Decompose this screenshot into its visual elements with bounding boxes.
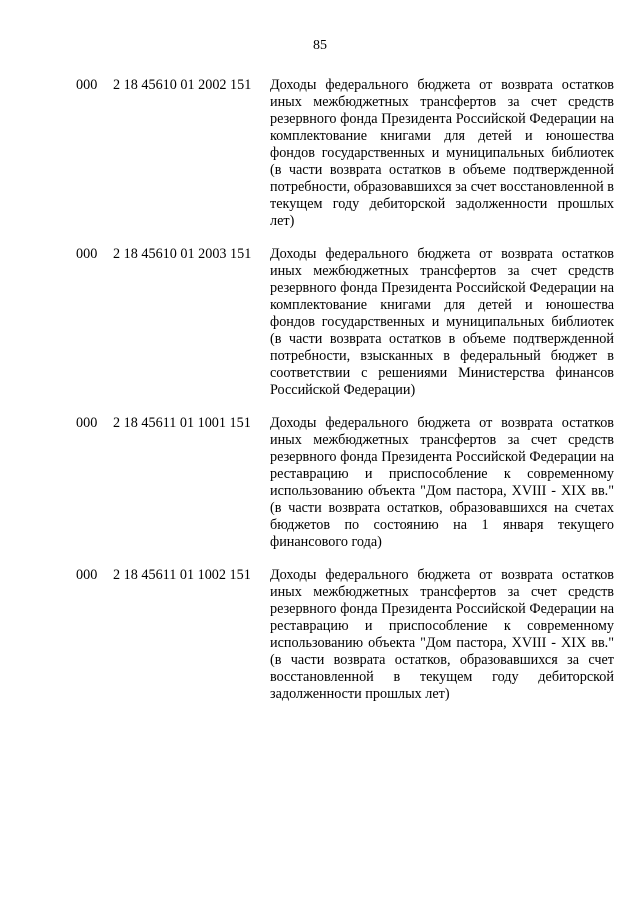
income-description: Доходы федерального бюджета от возврата остатков иных межбюджетных трансфертов за счет средств резервного фонда Президента Российской Федерации на комплектование книгами для детей и юношества фондов государственных и муниципальных библиотек (в части возврата остатков в объеме подтвержденной потребности, образовавшихся за счет восстановленной в текущем году дебиторской задолженности прошлых лет) (270, 77, 614, 229)
income-description: Доходы федерального бюджета от возврата остатков иных межбюджетных трансфертов за счет средств резервного фонда Президента Российской Федерации на реставрацию и приспособление к современному использованию объекта "Дом пастора, XVIII - XIX вв." (в части возврата остатков, образовавшихся на счетах бюджетов по состоянию на 1 января текущего финансового года) (270, 415, 614, 550)
table-row (76, 77, 614, 230)
admin-code: 000 (76, 246, 98, 262)
table-row (76, 567, 614, 703)
page-number: 85 (313, 38, 327, 53)
admin-code: 000 (76, 415, 98, 431)
budget-code-table (76, 77, 614, 703)
income-description: Доходы федерального бюджета от возврата остатков иных межбюджетных трансфертов за счет средств резервного фонда Президента Российской Федерации на реставрацию и приспособление к современному использованию объекта "Дом пастора, XVIII - XIX вв." (в части возврата остатков, образовавшихся за счет восстановленной в текущем году дебиторской задолженности прошлых лет) (270, 567, 614, 702)
budget-classification-code: 2 18 45611 01 1002 151 (113, 567, 251, 583)
income-description: Доходы федерального бюджета от возврата остатков иных межбюджетных трансфертов за счет средств резервного фонда Президента Российской Федерации на комплектование книгами для детей и юношества фондов государственных и муниципальных библиотек (в части возврата остатков в объеме подтвержденной потребности, взысканных в федеральный бюджет в соответствии с решениями Министерства финансов Российской Федерации) (270, 246, 614, 398)
budget-classification-code: 2 18 45610 01 2003 151 (113, 246, 252, 262)
table-row (76, 246, 614, 399)
admin-code: 000 (76, 77, 98, 93)
table-row (76, 415, 614, 551)
budget-classification-code: 2 18 45611 01 1001 151 (113, 415, 251, 431)
admin-code: 000 (76, 567, 98, 583)
budget-classification-code: 2 18 45610 01 2002 151 (113, 77, 252, 93)
